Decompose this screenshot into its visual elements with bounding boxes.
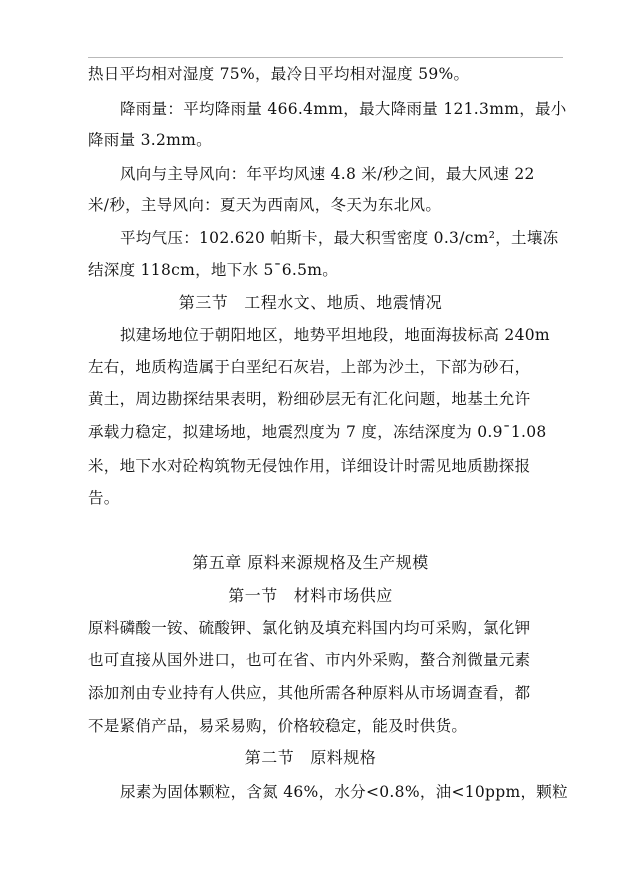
rainfall-line-1: 降雨量：平均降雨量 466.4mm，最大降雨量 121.3mm，最小 — [120, 100, 567, 118]
chapter5-section1-heading — [0, 586, 621, 606]
chapter5-section1-heading-title: 材料市场供应 — [293, 586, 393, 605]
section3-line: 左右，地质构造属于白垩纪石灰岩，上部为沙土，下部为砂石， — [88, 358, 531, 376]
chapter5-heading: 第五章 原料来源规格及生产规模 — [192, 553, 429, 572]
humidity-line: 热日平均相对湿度 75%，最冷日平均相对湿度 59%。 — [88, 65, 470, 83]
pressure-line-2: 结深度 118cm，地下水 5¯6.5m。 — [88, 261, 339, 279]
chapter5-section1-heading-num: 第一节 — [228, 586, 278, 605]
section1-line: 原料磷酸一铵、硫酸钾、氯化钠及填充料国内均可采购，氯化钾 — [88, 619, 531, 637]
header-rule — [88, 57, 563, 58]
section1-line: 不是紧俏产品，易采易购，价格较稳定，能及时供货。 — [88, 717, 468, 735]
section3-line: 黄土，周边勘探结果表明，粉细砂层无有汇化问题，地基土允许 — [88, 390, 531, 408]
section3-line: 米，地下水对砼构筑物无侵蚀作用，详细设计时需见地质勘探报 — [88, 457, 531, 475]
pressure-line-1: 平均气压：102.620 帕斯卡，最大积雪密度 0.3/cm²，土壤冻 — [120, 229, 559, 247]
section3-heading-title: 工程水文、地质、地震情况 — [244, 293, 443, 312]
section1-line: 也可直接从国外进口，也可在省、市内外采购，螯合剂微量元素 — [88, 651, 531, 669]
section1-line: 添加剂由专业持有人供应，其他所需各种原料从市场调查看，都 — [88, 684, 531, 702]
chapter5-section2-heading-num: 第二节 — [244, 748, 295, 767]
section3-line: 告。 — [88, 489, 120, 507]
wind-line-2: 米/秒，主导风向：夏天为西南风，冬天为东北风。 — [88, 196, 442, 214]
section3-heading-num: 第三节 — [178, 293, 229, 312]
chapter5-section2-heading-title: 原料规格 — [310, 748, 377, 767]
section3-line: 承载力稳定，拟建场地，地震烈度为 7 度，冻结深度为 0.9¯1.08 — [88, 423, 547, 441]
wind-line-1: 风向与主导风向：年平均风速 4.8 米/秒之间，最大风速 22 — [120, 165, 535, 183]
section3-heading — [0, 293, 621, 313]
rainfall-line-2: 降雨量 3.2mm。 — [88, 131, 212, 149]
section2-line: 尿素为固体颗粒，含氮 46%，水分<0.8%，油<10ppm，颗粒 — [120, 783, 568, 801]
section3-line: 拟建场地位于朝阳地区，地势平坦地段，地面海拔标高 240m — [120, 326, 550, 344]
chapter5-section2-heading — [0, 748, 621, 768]
